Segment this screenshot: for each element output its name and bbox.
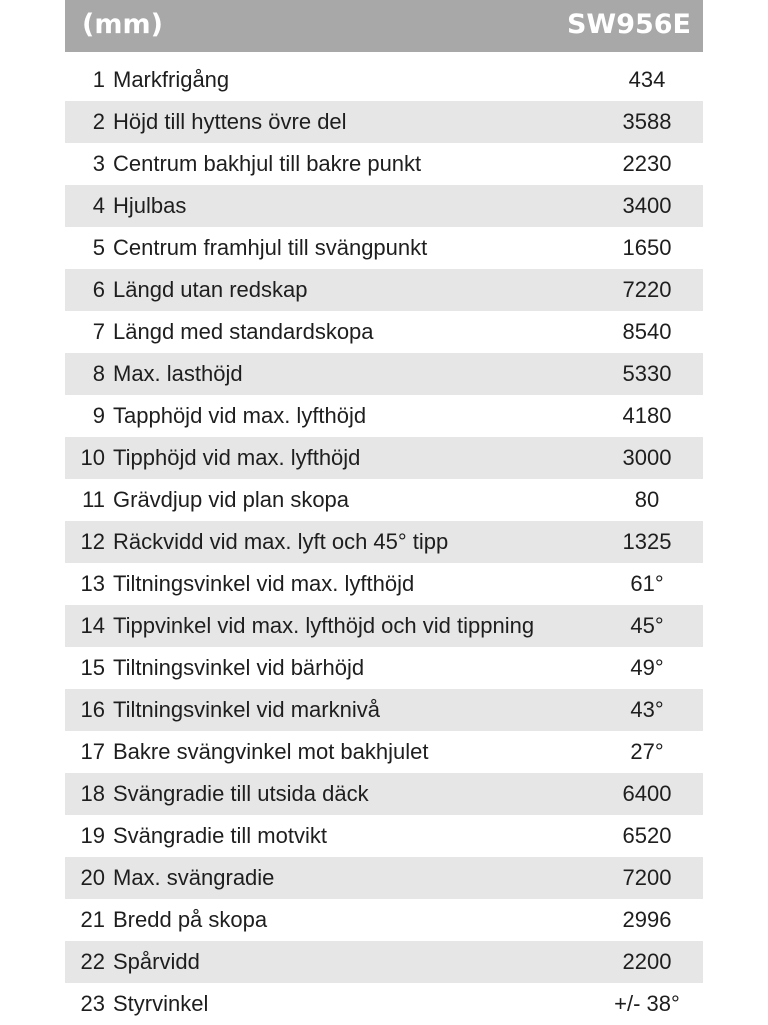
row-number: 13	[80, 571, 105, 596]
row-value: 49°	[630, 655, 664, 680]
row-value: 3588	[622, 109, 672, 134]
row-value: 2200	[622, 949, 672, 974]
row-number: 4	[92, 193, 105, 218]
row-value: 80	[634, 487, 660, 512]
row-value: 5330	[622, 361, 672, 386]
table-row	[65, 731, 703, 773]
row-value: 3000	[622, 445, 672, 470]
table-row	[65, 437, 703, 479]
model-header: SW956E	[566, 9, 691, 40]
table-row	[65, 269, 703, 311]
row-label: Max. svängradie	[113, 865, 275, 890]
row-label: Markfrigång	[113, 67, 230, 92]
row-label: Tiltningsvinkel vid bärhöjd	[113, 655, 365, 680]
row-number: 10	[80, 445, 105, 470]
table-row	[65, 605, 703, 647]
row-number: 22	[80, 949, 105, 974]
row-value: 434	[628, 67, 666, 92]
row-label: Grävdjup vid plan skopa	[113, 487, 350, 512]
table-row	[65, 59, 703, 101]
table-row	[65, 521, 703, 563]
row-value: 8540	[622, 319, 672, 344]
row-label: Tiltningsvinkel vid max. lyfthöjd	[113, 571, 415, 596]
row-number: 5	[92, 235, 105, 260]
row-label: Tipphöjd vid max. lyfthöjd	[113, 445, 361, 470]
row-number: 17	[80, 739, 105, 764]
table-row	[65, 983, 703, 1025]
row-number: 14	[80, 613, 105, 638]
row-number: 9	[92, 403, 105, 428]
table-header	[65, 0, 703, 52]
table-row	[65, 941, 703, 983]
row-value: +/- 38°	[614, 991, 680, 1016]
row-label: Centrum bakhjul till bakre punkt	[113, 151, 422, 176]
row-label: Höjd till hyttens övre del	[113, 109, 347, 134]
row-label: Spårvidd	[113, 949, 200, 974]
row-label: Max. lasthöjd	[113, 361, 243, 386]
table-row	[65, 815, 703, 857]
row-label: Bakre svängvinkel mot bakhjulet	[113, 739, 429, 764]
row-label: Styrvinkel	[113, 991, 209, 1016]
row-value: 45°	[630, 613, 664, 638]
table-row	[65, 479, 703, 521]
row-label: Tippvinkel vid max. lyfthöjd och vid tippning	[113, 613, 535, 638]
row-value: 7200	[622, 865, 672, 890]
row-value: 61°	[630, 571, 664, 596]
row-value: 1325	[622, 529, 672, 554]
table-row	[65, 353, 703, 395]
row-label: Räckvidd vid max. lyft och 45° tipp	[113, 529, 449, 554]
table-row	[65, 563, 703, 605]
row-number: 20	[80, 865, 105, 890]
row-label: Svängradie till utsida däck	[113, 781, 369, 806]
row-number: 23	[80, 991, 105, 1016]
row-value: 6520	[622, 823, 672, 848]
row-number: 8	[92, 361, 105, 386]
row-number: 11	[82, 487, 105, 512]
row-value: 7220	[622, 277, 672, 302]
row-label: Längd utan redskap	[113, 277, 308, 302]
row-label: Svängradie till motvikt	[113, 823, 327, 848]
table-row	[65, 647, 703, 689]
row-number: 15	[80, 655, 105, 680]
table-row	[65, 899, 703, 941]
row-number: 18	[80, 781, 105, 806]
row-label: Bredd på skopa	[113, 907, 268, 932]
row-number: 7	[92, 319, 105, 344]
row-label: Hjulbas	[113, 193, 187, 218]
row-value: 1650	[622, 235, 672, 260]
row-number: 19	[80, 823, 105, 848]
row-label: Tiltningsvinkel vid marknivå	[113, 697, 380, 722]
row-number: 6	[92, 277, 105, 302]
row-label: Längd med standardskopa	[113, 319, 374, 344]
table-row	[65, 857, 703, 899]
row-value: 2996	[622, 907, 672, 932]
row-number: 3	[92, 151, 105, 176]
row-label: Centrum framhjul till svängpunkt	[113, 235, 428, 260]
row-value: 4180	[622, 403, 672, 428]
table-row	[65, 101, 703, 143]
row-number: 16	[80, 697, 105, 722]
table-row	[65, 185, 703, 227]
row-label: Tapphöjd vid max. lyfthöjd	[113, 403, 367, 428]
row-number: 1	[92, 67, 105, 92]
spec-table	[65, 0, 703, 1016]
row-number: 12	[80, 529, 105, 554]
unit-header: (mm)	[82, 9, 163, 40]
table-row	[65, 773, 703, 815]
table-row	[65, 311, 703, 353]
row-number: 2	[92, 109, 105, 134]
row-value: 27°	[630, 739, 664, 764]
row-number: 21	[80, 907, 105, 932]
row-value: 3400	[622, 193, 672, 218]
table-row	[65, 143, 703, 185]
row-value: 43°	[630, 697, 664, 722]
table-row	[65, 395, 703, 437]
row-value: 2230	[622, 151, 672, 176]
table-body	[65, 59, 703, 1025]
row-value: 6400	[622, 781, 672, 806]
table-row	[65, 689, 703, 731]
table-row	[65, 227, 703, 269]
